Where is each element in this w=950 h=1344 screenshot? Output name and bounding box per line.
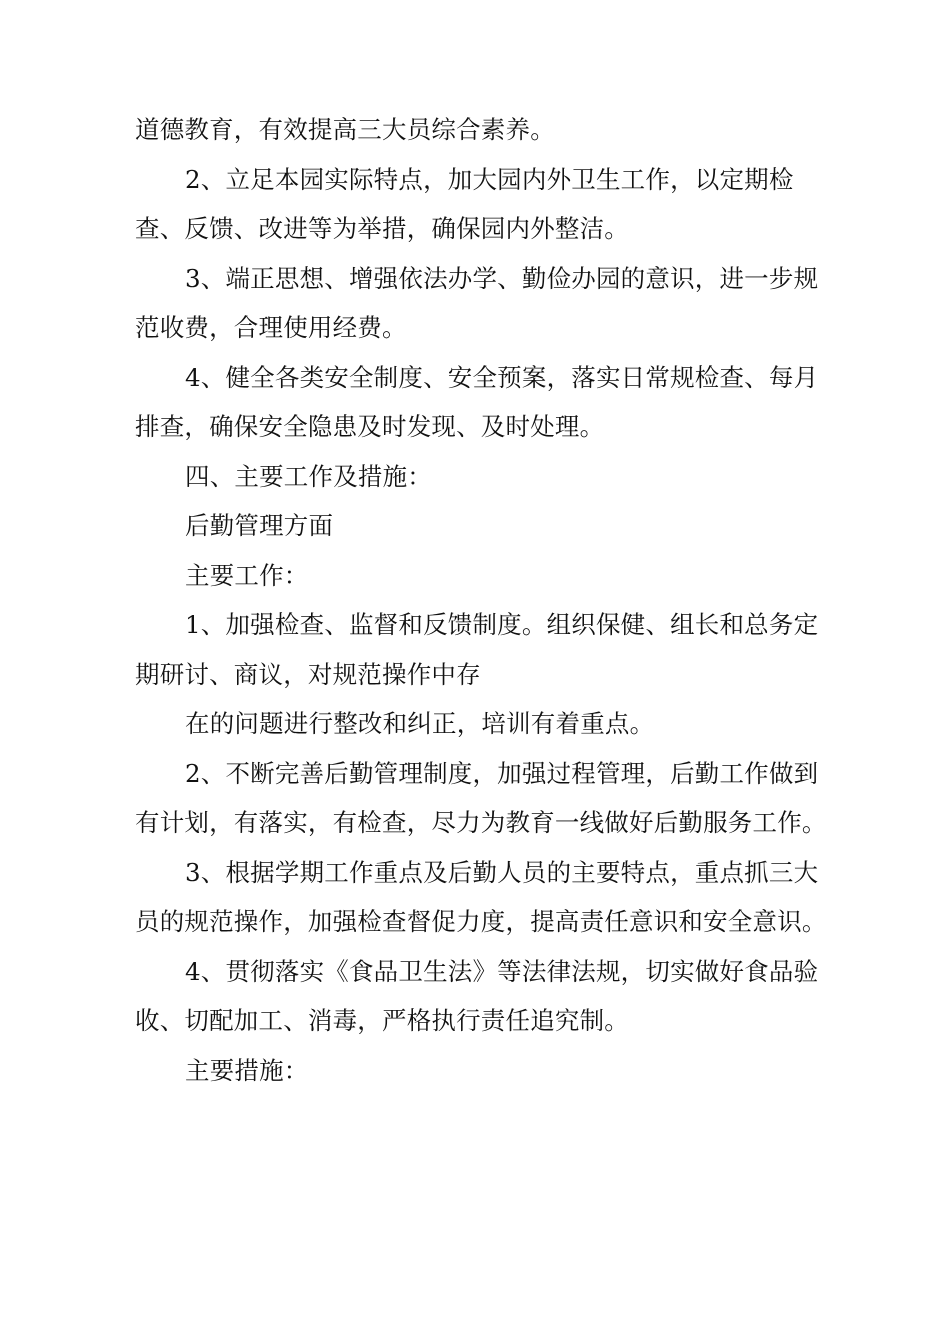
paragraph-item-3-fees: 3、端正思想、增强依法办学、勤俭办园的意识，进一步规范收费，合理使用经费。	[135, 263, 819, 342]
document-body	[135, 105, 835, 1095]
subheading-main-measures: 主要措施：	[185, 1055, 309, 1085]
paragraph-task-1-continued: 在的问题进行整改和纠正，培训有着重点。	[185, 709, 655, 738]
section-heading-main-work: 四、主要工作及措施：	[185, 461, 432, 491]
subheading-main-tasks: 主要工作：	[185, 560, 309, 590]
paragraph-task-3-operation: 3、根据学期工作重点及后勤人员的主要特点，重点抓三大员的规范操作，加强检查督促力度，提高责任意识和安全意识。	[135, 857, 827, 936]
paragraph-task-1-inspection: 1、加强检查、监督和反馈制度。组织保健、组长和总务定期研讨、商议，对规范操作中存	[135, 610, 819, 689]
paragraph-task-4-food-safety: 4、贯彻落实《食品卫生法》等法律法规，切实做好食品验收、切配加工、消毒，严格执行责任追究制。	[135, 956, 819, 1035]
paragraph-item-4-safety: 4、健全各类安全制度、安全预案，落实日常规检查、每月排查，确保安全隐患及时发现、及时处理。	[135, 362, 819, 441]
subheading-logistics-management: 后勤管理方面	[185, 511, 334, 540]
paragraph-item-2-hygiene: 2、立足本园实际特点，加大园内外卫生工作，以定期检查、反馈、改进等为举措，确保园内外整洁。	[135, 164, 794, 243]
paragraph-moral-education: 道德教育，有效提高三大员综合素养。	[135, 115, 555, 144]
paragraph-task-2-system: 2、不断完善后勤管理制度，加强过程管理，后勤工作做到有计划，有落实，有检查，尽力为教育一线做好后勤服务工作。	[135, 758, 827, 837]
